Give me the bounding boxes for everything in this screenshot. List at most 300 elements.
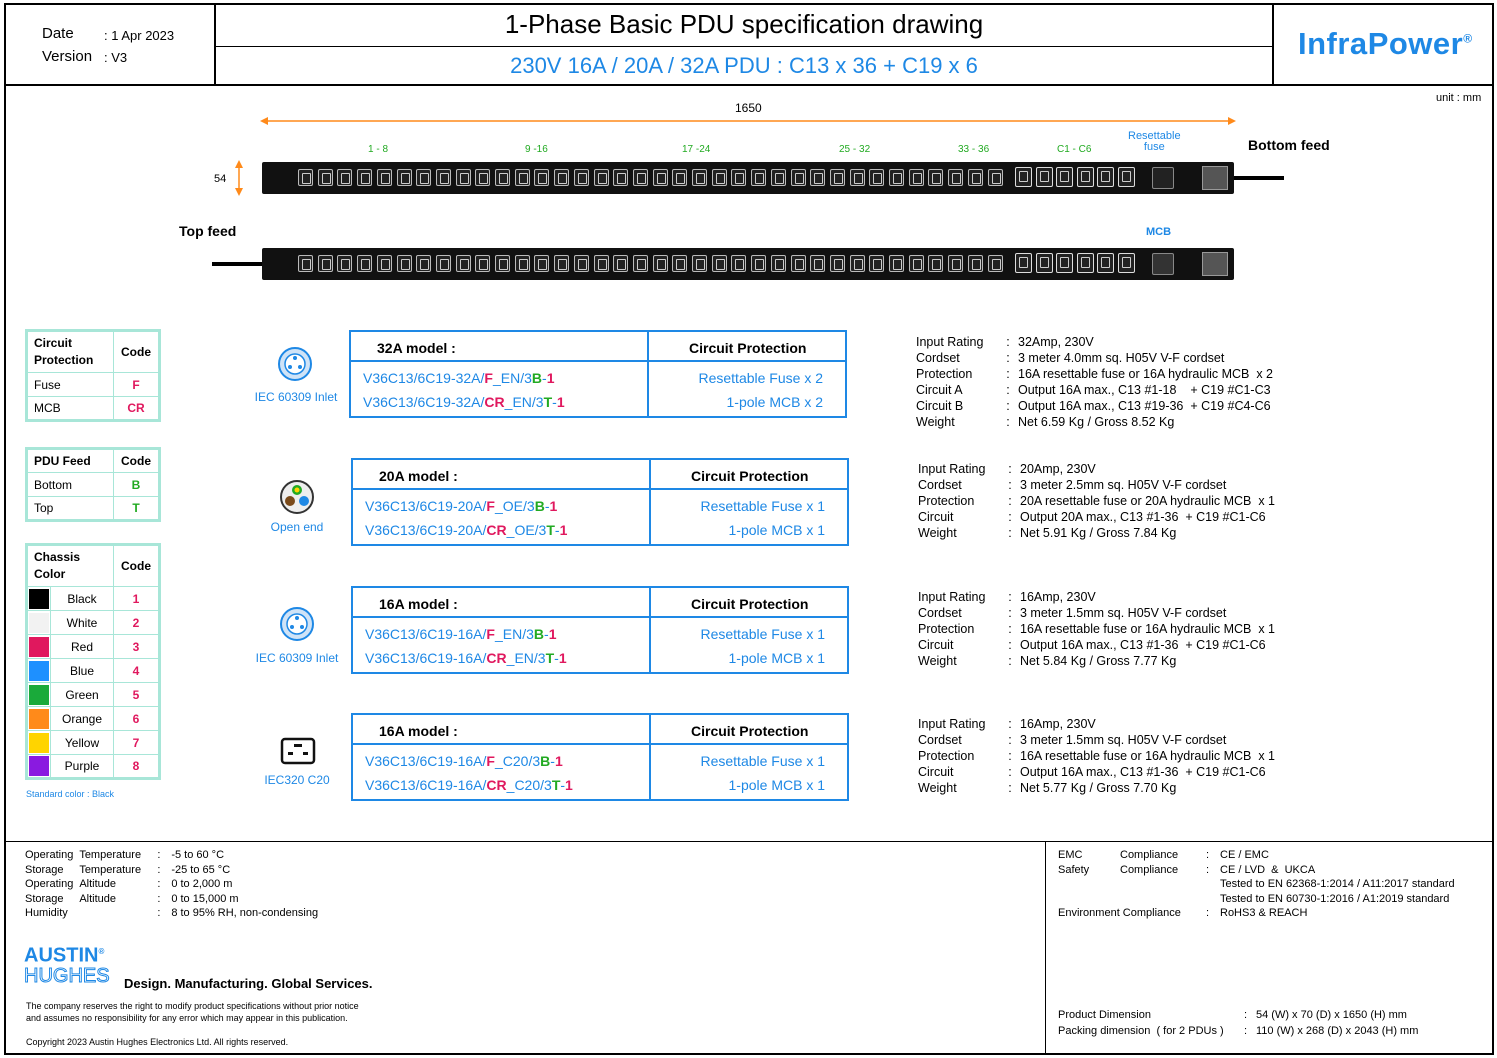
color-swatch-cell [27, 659, 51, 683]
c13-outlet [554, 255, 569, 272]
model-table-header [353, 460, 847, 490]
c13-outlet [515, 255, 530, 272]
protection-header: Circuit Protection [691, 596, 809, 612]
model-2-icon-label: Open end [270, 520, 324, 534]
spec-row [918, 638, 1320, 652]
spec-value: 32Amp, 230V [1018, 335, 1094, 349]
compliance-row [1058, 848, 1490, 863]
spec-row [918, 781, 1320, 795]
spec-value: Output 20A max., C13 #1-36 + C19 #C1-C6 [1020, 510, 1266, 524]
spec-value: 3 meter 2.5mm sq. H05V V-F cordset [1020, 478, 1227, 492]
spec-value: Net 5.84 Kg / Gross 7.77 Kg [1020, 654, 1177, 668]
spec-label: Weight [918, 781, 957, 795]
compliance-value: CE / LVD & UKCA [1220, 863, 1316, 876]
compliance-colon [1206, 892, 1220, 907]
part-mid: _C20/3 [494, 753, 541, 769]
c13-outlet [633, 255, 648, 272]
spec-label: Weight [918, 654, 957, 668]
dimension-value: 110 (W) x 268 (D) x 2043 (H) mm [1256, 1025, 1419, 1037]
color-swatch-cell [27, 635, 51, 659]
austin-hughes-logo [24, 942, 110, 986]
model-table [349, 330, 847, 418]
c19-outlet [1097, 253, 1114, 273]
part-mid: _C20/3 [506, 777, 552, 793]
footer-top-line [4, 841, 1494, 842]
version-value: : V3 [104, 50, 128, 65]
c13-outlet [475, 169, 490, 186]
color-code: 1 [556, 394, 565, 410]
top-feed-cable [212, 262, 262, 266]
part-dash: - [550, 753, 555, 769]
pdu-top-feed [262, 248, 1234, 280]
c19-outlet [1118, 253, 1135, 273]
c13-outlet [909, 255, 924, 272]
part-prefix: V36C13/6C19-16A/ [365, 626, 487, 642]
color-code: 6 [114, 707, 160, 731]
c13-outlet [731, 255, 746, 272]
compliance-colon: : [1206, 849, 1210, 861]
logo-registered: ® [1463, 31, 1473, 46]
c13-outlet [318, 169, 333, 186]
spec-row [916, 367, 1318, 381]
c13-outlet [337, 255, 352, 272]
c13-outlet [830, 169, 845, 186]
circuit-fuse: Fuse [27, 373, 114, 397]
color-swatch-cell [27, 683, 51, 707]
spec-label: Cordset [918, 733, 962, 747]
compliance-row [1058, 906, 1490, 921]
spec-label: Input Rating [918, 717, 986, 731]
color-swatch [29, 756, 49, 776]
model-3-icon-label: IEC 60309 Inlet [255, 651, 339, 665]
feed-code: T [551, 777, 561, 793]
protection-code: F [486, 753, 495, 769]
spec-row [918, 494, 1320, 508]
c13-outlet [751, 255, 766, 272]
c13-outlet [672, 169, 687, 186]
color-label: Yellow [51, 731, 114, 755]
env-colon: : [157, 863, 161, 876]
c13-outlet [692, 255, 707, 272]
c13-outlet [456, 255, 471, 272]
c13-outlet [653, 169, 668, 186]
color-swatch [29, 589, 49, 609]
compliance-type: Compliance [1120, 849, 1179, 861]
feed-code: B [540, 753, 551, 769]
meter-panel-icon [1202, 166, 1228, 190]
spec-colon: : [1008, 622, 1012, 636]
part-dash: - [544, 498, 550, 514]
environment-table [25, 848, 371, 921]
color-code: 5 [114, 683, 160, 707]
compliance-row [1058, 877, 1490, 892]
part-prefix: V36C13/6C19-32A/ [363, 370, 485, 386]
color-swatch-cell [27, 755, 51, 779]
circuit-code-header: Code [114, 331, 160, 373]
color-header: Chassis Color [27, 545, 114, 587]
spec-colon: : [1008, 638, 1012, 652]
color-code: 1 [559, 522, 568, 538]
protection-header: Circuit Protection [689, 340, 807, 356]
chassis-color-table [25, 543, 161, 780]
part-number [365, 522, 567, 538]
protection-code: F [486, 498, 495, 514]
c13-outlet [968, 169, 983, 186]
compliance-colon [1206, 877, 1220, 892]
c13-outlet [850, 255, 865, 272]
part-number [365, 498, 557, 514]
spec-colon: : [1008, 606, 1012, 620]
color-row [27, 587, 160, 611]
dimension-row [1058, 1023, 1456, 1039]
c19-outlet [1077, 167, 1094, 187]
c13-outlet [436, 169, 451, 186]
spec-label: Weight [916, 415, 955, 429]
c13-outlet [810, 169, 825, 186]
height-arrow [232, 160, 246, 196]
compliance-type [1120, 877, 1206, 892]
spec-value: 16A resettable fuse or 16A hydraulic MCB x 1 [1020, 749, 1275, 763]
meter-panel-icon [1202, 252, 1228, 276]
color-swatch-cell [27, 587, 51, 611]
c13-outlet [869, 169, 884, 186]
c19-outlet [1036, 167, 1053, 187]
spec-colon: : [1008, 733, 1012, 747]
footer-divider [1045, 841, 1046, 1055]
length-arrow [260, 114, 1236, 128]
color-label: Purple [51, 755, 114, 779]
page-title: 1-Phase Basic PDU specification drawing [504, 9, 984, 39]
c13-outlet [298, 169, 313, 186]
spec-row [916, 335, 1318, 349]
spec-colon: : [1008, 526, 1012, 540]
color-swatch-cell [27, 707, 51, 731]
version-label: Version [42, 48, 93, 65]
c13-outlet [357, 169, 372, 186]
color-swatch [29, 733, 49, 753]
brand-hughes: HUGHES [24, 964, 110, 987]
c13-outlet [712, 255, 727, 272]
spec-label: Cordset [918, 606, 962, 620]
env-value: 8 to 95% RH, non-condensing [171, 907, 319, 920]
protection-code: F [486, 626, 495, 642]
part-prefix: V36C13/6C19-16A/ [365, 753, 487, 769]
protection-header: Circuit Protection [691, 723, 809, 739]
protection-value: Resettable Fuse x 1 [700, 753, 825, 769]
dimensions-table [1058, 1007, 1456, 1039]
c13-outlet [318, 255, 333, 272]
color-row [27, 611, 160, 635]
c19-outlet [1015, 253, 1032, 273]
model-table-divider [647, 332, 649, 416]
env-value: 0 to 15,000 m [171, 892, 239, 905]
environment-row [25, 906, 371, 921]
color-swatch-cell [27, 731, 51, 755]
c13-outlet [534, 169, 549, 186]
color-swatch-cell [27, 611, 51, 635]
c13-outlet [948, 255, 963, 272]
model-table-header [353, 588, 847, 618]
group-label-4: 25 - 32 [839, 144, 871, 155]
compliance-colon: : [1206, 863, 1210, 876]
color-row [27, 659, 160, 683]
model-1-icon-label: IEC 60309 Inlet [254, 390, 338, 404]
spec-colon: : [1008, 781, 1012, 795]
color-row [27, 683, 160, 707]
color-code: 8 [114, 755, 160, 779]
spec-colon: : [1006, 335, 1010, 349]
spec-label: Protection [918, 494, 975, 508]
date-value: : 1 Apr 2023 [104, 28, 175, 43]
pdu-bottom-feed [262, 162, 1234, 194]
color-swatch [29, 709, 49, 729]
color-label: Red [51, 635, 114, 659]
feed-top: Top [27, 497, 114, 521]
color-code: 1 [554, 753, 563, 769]
color-row [27, 755, 160, 779]
spec-value: 20Amp, 230V [1020, 462, 1096, 476]
height-dimension: 54 [214, 173, 227, 185]
spec-colon: : [1008, 654, 1012, 668]
c13-outlet [613, 255, 628, 272]
spec-label: Protection [918, 622, 975, 636]
spec-colon: : [1008, 717, 1012, 731]
spec-colon: : [1008, 590, 1012, 604]
spec-label: Circuit [918, 765, 954, 779]
c13-outlet [889, 255, 904, 272]
c13-outlet [377, 169, 392, 186]
c13-outlet [613, 169, 628, 186]
c13-outlet [397, 255, 412, 272]
circuit-fuse-code: F [114, 373, 160, 397]
feed-top-code: T [114, 497, 160, 521]
color-row [27, 707, 160, 731]
c13-outlet [928, 169, 943, 186]
circuit-mcb-code: CR [114, 397, 160, 421]
spec-value: 16Amp, 230V [1020, 590, 1096, 604]
color-swatch [29, 637, 49, 657]
spec-colon: : [1008, 510, 1012, 524]
top-feed-label: Top feed [179, 223, 237, 239]
c13-outlet [850, 169, 865, 186]
env-colon: : [157, 878, 161, 891]
c13-outlet [751, 169, 766, 186]
spec-row [918, 478, 1320, 492]
c13-outlet [692, 169, 707, 186]
dimension-row [1058, 1007, 1456, 1023]
c13-outlet [456, 169, 471, 186]
compliance-category: Environment Compliance [1058, 907, 1181, 920]
spec-colon: : [1008, 765, 1012, 779]
c13-outlet [968, 255, 983, 272]
c13-outlet [948, 169, 963, 186]
c13-outlet [810, 255, 825, 272]
c13-outlet [416, 255, 431, 272]
spec-label: Circuit B [916, 399, 964, 413]
part-prefix: V36C13/6C19-32A/ [363, 394, 485, 410]
dimension-value: 54 (W) x 70 (D) x 1650 (H) mm [1256, 1009, 1407, 1021]
c13-outlet [771, 255, 786, 272]
part-dash: - [554, 522, 560, 538]
c19-outlet [1036, 253, 1053, 273]
spec-row [918, 622, 1320, 636]
c19-outlet [1097, 167, 1114, 187]
spec-colon: : [1006, 367, 1010, 381]
unit-label: unit : mm [1436, 92, 1482, 104]
spec-row [918, 606, 1320, 620]
env-condition: Storage [25, 863, 64, 876]
env-parameter: Temperature [79, 849, 142, 861]
copyright: Copyright 2023 Austin Hughes Electronics Ltd. All rights reserved. [26, 1037, 289, 1047]
color-row [27, 635, 160, 659]
model-spec-table [916, 715, 1322, 797]
group-label-3: 17 -24 [682, 144, 711, 155]
header-divider-right [1272, 3, 1274, 85]
spec-colon: : [1006, 415, 1010, 429]
spec-label: Circuit A [916, 383, 963, 397]
c19-outlet [1118, 167, 1135, 187]
part-mid: _EN/3 [504, 394, 544, 410]
group-label-1: 1 - 8 [368, 144, 389, 155]
disclaimer-1: The company reserves the right to modify product specifications without prior notice [26, 1001, 359, 1011]
c13-outlet [594, 169, 609, 186]
spec-value: 20A resettable fuse or 20A hydraulic MCB x 1 [1020, 494, 1275, 508]
color-code: 1 [548, 626, 557, 642]
env-parameter [79, 906, 157, 921]
mcb-breaker-icon [1152, 253, 1174, 275]
part-dash: - [544, 626, 549, 642]
env-condition: Operating [25, 849, 74, 861]
color-code: 1 [549, 498, 558, 514]
spec-colon: : [1006, 399, 1010, 413]
spec-label: Input Rating [916, 335, 984, 349]
part-mid: _OE/3 [506, 522, 547, 538]
feed-code: T [543, 394, 553, 410]
c13-outlet [475, 255, 490, 272]
c13-outlet [672, 255, 687, 272]
compliance-value: Tested to EN 60730-1:2016 / A1:2019 standard [1220, 892, 1450, 905]
c13-outlet [515, 169, 530, 186]
circuit-mcb: MCB [27, 397, 114, 421]
protection-code: CR [486, 650, 507, 666]
c13-outlet [357, 255, 372, 272]
c13-outlet [534, 255, 549, 272]
part-number [363, 370, 555, 386]
c13-outlet [554, 169, 569, 186]
model-table-divider [649, 715, 651, 799]
resettable-fuse-icon [1152, 167, 1174, 189]
feed-code: B [533, 626, 545, 642]
env-colon: : [157, 892, 161, 905]
spec-colon: : [1008, 749, 1012, 763]
brand-registered: ® [98, 947, 105, 956]
part-number [365, 650, 567, 666]
c13-outlet [397, 169, 412, 186]
c13-outlet [574, 255, 589, 272]
compliance-category: Safety [1058, 863, 1090, 876]
spec-label: Circuit [918, 510, 954, 524]
model-title: 16A model : [379, 723, 458, 739]
disclaimer-2: and assumes no responsibility for any error which may appear in this publication. [26, 1013, 348, 1023]
color-code: 1 [558, 650, 567, 666]
dimension-label: Packing dimension ( for 2 PDUs ) [1058, 1025, 1224, 1037]
spec-row [918, 717, 1320, 731]
compliance-row [1058, 892, 1490, 907]
color-code: 3 [114, 635, 160, 659]
environment-row [25, 892, 371, 907]
spec-label: Input Rating [918, 590, 986, 604]
iec-60309-inlet-icon [279, 606, 315, 642]
logo-infra: Infra [1298, 26, 1368, 61]
c19-outlet [1015, 167, 1032, 187]
color-swatch [29, 613, 49, 633]
model-spec-table [916, 460, 1322, 542]
model-title: 32A model : [377, 340, 456, 356]
color-code: 4 [114, 659, 160, 683]
protection-code: F [484, 370, 493, 386]
spec-value: Output 16A max., C13 #19-36 + C19 #C4-C6 [1018, 399, 1271, 413]
spec-value: Net 5.91 Kg / Gross 7.84 Kg [1020, 526, 1177, 540]
compliance-category: EMC [1058, 849, 1083, 861]
c13-outlet [633, 169, 648, 186]
protection-value: Resettable Fuse x 1 [700, 626, 825, 642]
color-label: Black [51, 587, 114, 611]
spec-label: Cordset [918, 478, 962, 492]
c13-outlet [574, 169, 589, 186]
spec-row [916, 399, 1318, 413]
c13-outlet [988, 169, 1003, 186]
spec-row [918, 749, 1320, 763]
feed-code: T [546, 522, 555, 538]
c13-outlet [495, 255, 510, 272]
compliance-row [1058, 863, 1490, 878]
env-parameter: Altitude [79, 892, 117, 905]
protection-value: 1-pole MCB x 2 [726, 394, 823, 410]
circuit-header: Circuit Protection [27, 331, 114, 373]
spec-label: Protection [916, 367, 973, 381]
env-condition: Humidity [25, 907, 68, 920]
date-label: Date [42, 25, 74, 42]
part-prefix: V36C13/6C19-20A/ [365, 522, 487, 538]
c13-outlet [889, 169, 904, 186]
spec-colon: : [1006, 351, 1010, 365]
env-value: -25 to 65 °C [171, 863, 231, 876]
c13-outlet [988, 255, 1003, 272]
c19-outlet [1056, 167, 1073, 187]
part-number [363, 394, 565, 410]
c13-outlet [869, 255, 884, 272]
environment-row [25, 863, 371, 878]
feed-code-header: Code [114, 449, 160, 473]
protection-value: Resettable Fuse x 2 [698, 370, 823, 386]
c13-outlet [928, 255, 943, 272]
color-swatch [29, 661, 49, 681]
feed-code: T [545, 650, 555, 666]
bottom-feed-label: Bottom feed [1248, 137, 1330, 153]
env-colon: : [157, 907, 161, 920]
color-code: 1 [114, 587, 160, 611]
group-label-6: C1 - C6 [1057, 144, 1092, 155]
part-prefix: V36C13/6C19-16A/ [365, 650, 487, 666]
compliance-value: RoHS3 & REACH [1220, 907, 1308, 920]
spec-colon: : [1008, 478, 1012, 492]
color-code: 7 [114, 731, 160, 755]
infrapower-logo [1298, 26, 1473, 62]
c13-outlet [791, 169, 806, 186]
spec-label: Input Rating [918, 462, 986, 476]
color-label: White [51, 611, 114, 635]
part-dash: - [542, 370, 547, 386]
